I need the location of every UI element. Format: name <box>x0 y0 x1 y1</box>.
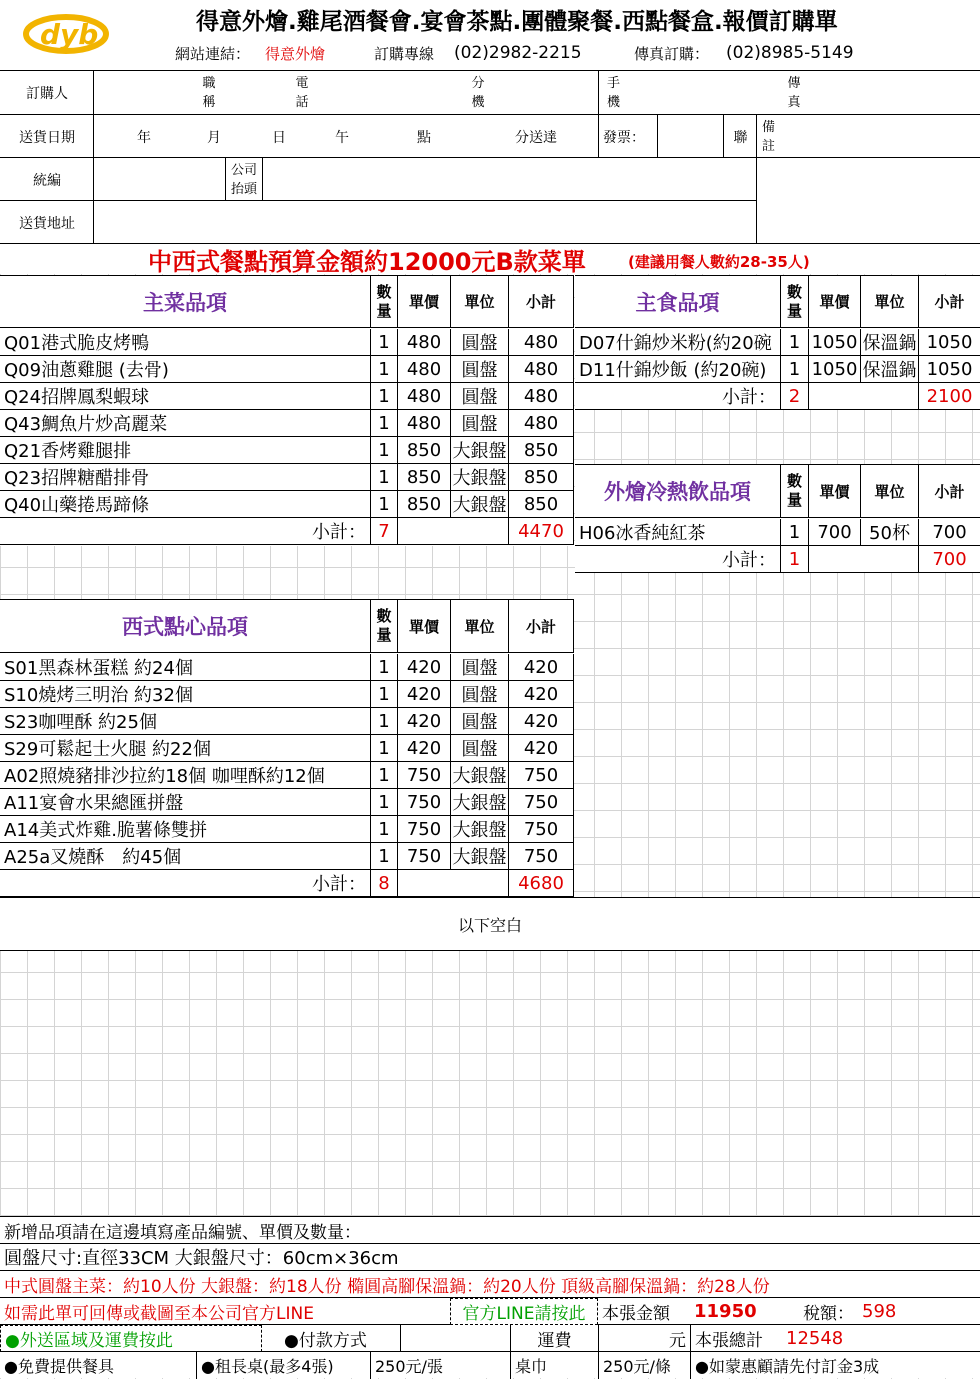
order-line-label: 訂購專線 <box>374 44 435 63</box>
invoice-label: 發票： <box>598 115 658 158</box>
item-unit: 圓盤 <box>451 329 509 356</box>
logo-text: dyb <box>40 18 99 51</box>
item-subtotal: 480 <box>509 356 574 383</box>
logo <box>22 10 118 56</box>
mobile-label: 手 機 <box>598 71 628 115</box>
item-subtotal: 700 <box>919 519 980 546</box>
item-qty: 1 <box>371 654 398 681</box>
item-unit: 大銀盤 <box>451 843 509 870</box>
payment-link[interactable]: ●付款方式 <box>284 1331 367 1351</box>
subtotal-label: 小計： <box>0 518 371 545</box>
item-unit: 保溫鍋 <box>861 356 919 383</box>
item-unit: 圓盤 <box>451 681 509 708</box>
subtotal-header: 小計 <box>919 465 980 518</box>
tax-id-label: 統編 <box>33 172 61 189</box>
item-price: 750 <box>398 762 451 789</box>
item-unit: 圓盤 <box>451 708 509 735</box>
item-qty: 1 <box>371 491 398 518</box>
main-dishes-title: 主菜品項 <box>0 276 371 328</box>
item-price: 750 <box>398 789 451 816</box>
item-price: 1050 <box>809 356 861 383</box>
company-label: 公司 抬頭 <box>225 158 263 201</box>
item-unit: 圓盤 <box>451 356 509 383</box>
total-spacer <box>398 518 509 545</box>
item-qty: 1 <box>371 708 398 735</box>
rent-table: ●租長桌(最多4張) <box>196 1352 370 1379</box>
unit-header: 單位 <box>861 465 919 518</box>
grand-label: 本張總計 <box>690 1325 782 1352</box>
site-link[interactable]: 得意外燴 <box>265 44 326 63</box>
noon-label: 午 <box>335 129 349 146</box>
item-qty: 1 <box>371 681 398 708</box>
item-unit: 圓盤 <box>451 383 509 410</box>
total-spacer <box>398 870 509 897</box>
drinks-table <box>575 464 980 573</box>
header <box>0 0 980 70</box>
item-name: Q09油蔥雞腿 (去骨) <box>0 356 371 383</box>
portions-note: 中式圓盤主菜：約10人份 大銀盤：約18人份 橢圓高腳保溫鍋：約20人份 頂級高腳保溫鍋：約28人份 <box>0 1271 980 1298</box>
total-qty: 2 <box>781 383 809 410</box>
shipping-label: 運費 <box>510 1325 598 1352</box>
item-name: A11宴會水果總匯拼盤 <box>0 789 371 816</box>
total-amount: 4470 <box>509 518 574 545</box>
subtotal-header: 小計 <box>509 276 574 328</box>
item-name: Q40山藥捲馬蹄條 <box>0 491 371 518</box>
table-price: 250元/張 <box>370 1352 510 1379</box>
subtotal-header: 小計 <box>509 600 574 653</box>
add-items-note: 新增品項請在這邊填寫產品編號、單價及數量： <box>0 1217 980 1244</box>
contact-label: 聯 <box>723 115 757 158</box>
item-name: D11什錦炒飯 (約20碗) <box>575 356 781 383</box>
item-subtotal: 850 <box>509 491 574 518</box>
site-label: 網站連結： <box>175 44 251 63</box>
item-subtotal: 420 <box>509 654 574 681</box>
unit-header: 單位 <box>861 276 919 328</box>
price-header: 單價 <box>809 276 861 328</box>
cloth-price: 250元/條 <box>598 1352 690 1379</box>
item-qty: 1 <box>371 410 398 437</box>
item-name: Q01港式脆皮烤鴨 <box>0 329 371 356</box>
order-form <box>0 70 980 244</box>
item-qty: 1 <box>371 383 398 410</box>
grand-value: 12548 <box>786 1328 844 1349</box>
qty-header: 數 量 <box>371 276 398 328</box>
item-subtotal: 750 <box>509 816 574 843</box>
logo-icon <box>22 10 118 56</box>
blank-note-row <box>0 897 980 951</box>
item-qty: 1 <box>371 816 398 843</box>
tablecloth-label: 桌巾 <box>510 1352 598 1379</box>
item-unit: 大銀盤 <box>451 816 509 843</box>
item-unit: 大銀盤 <box>451 762 509 789</box>
price-header: 單價 <box>398 600 451 653</box>
unit-header: 單位 <box>451 276 509 328</box>
order-line-number: (02)2982-2215 <box>454 43 582 63</box>
item-name: S10燒烤三明治 約32個 <box>0 681 371 708</box>
year-label: 年 <box>137 129 151 146</box>
item-unit: 50杯 <box>861 519 919 546</box>
staple-table <box>575 275 980 410</box>
arrive-label: 分送達 <box>515 129 557 146</box>
item-name: S29可鬆起士火腿 約22個 <box>0 735 371 762</box>
western-title: 西式點心品項 <box>0 600 371 653</box>
staple-title: 主食品項 <box>575 276 781 328</box>
total-amount: 4680 <box>509 870 574 897</box>
delivery-area-link[interactable]: ●外送區域及運費按此 <box>0 1325 262 1352</box>
ext-label: 分 機 <box>471 76 485 110</box>
phone-label: 電 話 <box>295 76 309 110</box>
item-unit: 圓盤 <box>451 410 509 437</box>
blank-note: 以下空白 <box>457 915 522 935</box>
unit-header: 單位 <box>451 600 509 653</box>
plate-size-note: 圓盤尺寸:直徑33CM 大銀盤尺寸：60cm×36cm <box>0 1244 980 1271</box>
item-subtotal: 480 <box>509 329 574 356</box>
month-label: 月 <box>207 129 221 146</box>
total-qty: 7 <box>371 518 398 545</box>
item-name: A02照燒豬排沙拉約18個 咖哩酥約12個 <box>0 762 371 789</box>
item-qty: 1 <box>371 762 398 789</box>
item-unit: 保溫鍋 <box>861 329 919 356</box>
item-price: 420 <box>398 654 451 681</box>
delivery-date-label: 送貨日期 <box>19 129 75 146</box>
item-price: 480 <box>398 356 451 383</box>
banner-title: 中西式餐點預算金額約12000元B款菜單 <box>148 247 586 274</box>
item-qty: 1 <box>371 464 398 491</box>
western-table <box>0 599 574 897</box>
item-name: S23咖哩酥 約25個 <box>0 708 371 735</box>
item-subtotal: 1050 <box>919 329 980 356</box>
item-name: Q24招牌鳳梨蝦球 <box>0 383 371 410</box>
item-unit: 圓盤 <box>451 735 509 762</box>
total-amount: 2100 <box>919 383 980 410</box>
item-price: 850 <box>398 437 451 464</box>
page-title: 得意外燴.雞尾酒餐會.宴會茶點.團體聚餐.西點餐盒.報價訂購單 <box>196 8 838 35</box>
item-price: 850 <box>398 464 451 491</box>
item-price: 700 <box>809 519 861 546</box>
item-name: A14美式炸雞.脆薯條雙拼 <box>0 816 371 843</box>
item-price: 850 <box>398 491 451 518</box>
item-price: 480 <box>398 329 451 356</box>
address-label: 送貨地址 <box>19 216 75 232</box>
line-button[interactable]: 官方LINE請按此 <box>450 1298 598 1325</box>
item-subtotal: 420 <box>509 681 574 708</box>
subtotal-label: 小計： <box>0 870 371 897</box>
tax-label: 稅額： <box>790 1298 858 1325</box>
item-name: Q23招牌糖醋排骨 <box>0 464 371 491</box>
subtotal-label: 小計： <box>575 546 781 573</box>
menu-banner <box>0 244 980 274</box>
total-spacer <box>809 383 919 410</box>
main-dishes-table <box>0 275 574 546</box>
item-subtotal: 750 <box>509 789 574 816</box>
day-label: 日 <box>272 129 286 146</box>
free-tableware: ●免費提供餐具 <box>4 1357 114 1376</box>
total-spacer <box>809 546 919 573</box>
banner-subtitle: (建議用餐人數約28-35人) <box>628 252 810 271</box>
yuan-label: 元 <box>598 1325 690 1352</box>
hour-label: 點 <box>417 129 431 146</box>
total-amount: 700 <box>919 546 980 573</box>
item-unit: 大銀盤 <box>451 491 509 518</box>
orderer-label: 訂購人 <box>26 86 68 102</box>
item-name: A25a叉燒酥 約45個 <box>0 843 371 870</box>
item-price: 480 <box>398 383 451 410</box>
item-qty: 1 <box>371 735 398 762</box>
item-name: D07什錦炒米粉(約20碗 <box>575 329 781 356</box>
item-price: 750 <box>398 816 451 843</box>
qty-header: 數 量 <box>371 600 398 653</box>
item-subtotal: 480 <box>509 383 574 410</box>
item-subtotal: 480 <box>509 410 574 437</box>
note-label: 備 註 <box>756 115 780 158</box>
item-qty: 1 <box>371 843 398 870</box>
item-subtotal: 750 <box>509 843 574 870</box>
item-subtotal: 750 <box>509 762 574 789</box>
item-unit: 大銀盤 <box>451 464 509 491</box>
total-qty: 8 <box>371 870 398 897</box>
fax-label: 傳真訂購： <box>634 44 710 63</box>
item-unit: 大銀盤 <box>451 437 509 464</box>
line-note: 如需此單可回傳或截圖至本公司官方LINE <box>0 1298 450 1325</box>
qty-header: 數 量 <box>781 465 809 518</box>
item-qty: 1 <box>371 356 398 383</box>
price-header: 單價 <box>809 465 861 518</box>
item-unit: 圓盤 <box>451 654 509 681</box>
subtotal-label: 小計： <box>575 383 781 410</box>
item-qty: 1 <box>781 329 809 356</box>
item-qty: 1 <box>371 789 398 816</box>
footer <box>0 1216 980 1378</box>
item-subtotal: 850 <box>509 437 574 464</box>
amount-label: 本張金額 <box>598 1298 690 1325</box>
item-qty: 1 <box>371 329 398 356</box>
item-price: 420 <box>398 681 451 708</box>
item-qty: 1 <box>781 356 809 383</box>
item-price: 750 <box>398 843 451 870</box>
subtotal-header: 小計 <box>919 276 980 328</box>
qty-header: 數 量 <box>781 276 809 328</box>
amount-value: 11950 <box>690 1298 790 1325</box>
item-price: 420 <box>398 708 451 735</box>
job-title-label: 職 稱 <box>202 76 216 110</box>
item-price: 1050 <box>809 329 861 356</box>
item-subtotal: 420 <box>509 708 574 735</box>
tax-value: 598 <box>858 1298 980 1325</box>
item-name: Q21香烤雞腿排 <box>0 437 371 464</box>
total-qty: 1 <box>781 546 809 573</box>
deposit-note: ●如蒙惠顧請先付訂金3成 <box>690 1352 980 1379</box>
item-qty: 1 <box>371 437 398 464</box>
item-price: 480 <box>398 410 451 437</box>
drinks-title: 外燴冷熱飲品項 <box>575 465 781 518</box>
item-qty: 1 <box>781 519 809 546</box>
item-subtotal: 420 <box>509 735 574 762</box>
item-subtotal: 850 <box>509 464 574 491</box>
price-header: 單價 <box>398 276 451 328</box>
item-name: S01黑森林蛋糕 約24個 <box>0 654 371 681</box>
item-price: 420 <box>398 735 451 762</box>
fax-number: (02)8985-5149 <box>726 43 854 63</box>
fax-field-label: 傳 真 <box>787 76 801 110</box>
item-name: Q43鯛魚片炒高麗菜 <box>0 410 371 437</box>
item-subtotal: 1050 <box>919 356 980 383</box>
item-unit: 大銀盤 <box>451 789 509 816</box>
item-name: H06冰香純紅茶 <box>575 519 781 546</box>
